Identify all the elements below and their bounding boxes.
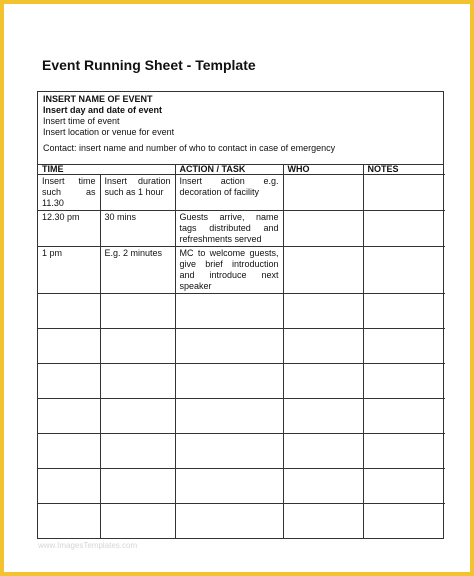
action-cell[interactable] xyxy=(175,434,283,469)
time-cell[interactable] xyxy=(38,504,100,539)
who-cell[interactable] xyxy=(283,364,363,399)
document-title: Event Running Sheet - Template xyxy=(42,57,256,73)
duration-cell[interactable] xyxy=(100,329,175,364)
time-cell[interactable] xyxy=(38,469,100,504)
event-date-field: Insert day and date of event xyxy=(43,105,163,115)
event-details-block xyxy=(38,92,443,165)
action-cell[interactable] xyxy=(175,364,283,399)
who-cell[interactable] xyxy=(283,175,363,211)
action-cell[interactable]: MC to welcome guests, give brief introduction and introduce next speaker xyxy=(175,247,283,294)
column-header-time: TIME xyxy=(38,165,175,175)
action-cell[interactable]: Guests arrive, name tags distributed and refreshments served xyxy=(175,211,283,247)
document-page xyxy=(4,4,470,572)
time-cell[interactable]: 1 pm xyxy=(38,247,100,294)
table-header-row xyxy=(38,165,445,175)
duration-cell[interactable] xyxy=(100,364,175,399)
table-row xyxy=(38,175,445,211)
action-cell[interactable] xyxy=(175,504,283,539)
who-cell[interactable] xyxy=(283,504,363,539)
who-cell[interactable] xyxy=(283,294,363,329)
notes-cell[interactable] xyxy=(363,469,445,504)
duration-cell[interactable] xyxy=(100,399,175,434)
event-time-field: Insert time of event xyxy=(43,116,120,126)
empty-table-row xyxy=(38,399,445,434)
who-cell[interactable] xyxy=(283,469,363,504)
notes-cell[interactable] xyxy=(363,211,445,247)
empty-table-row xyxy=(38,469,445,504)
empty-table-row xyxy=(38,294,445,329)
notes-cell[interactable] xyxy=(363,329,445,364)
time-cell[interactable] xyxy=(38,364,100,399)
who-cell[interactable] xyxy=(283,247,363,294)
notes-cell[interactable] xyxy=(363,364,445,399)
duration-cell[interactable]: E.g. 2 minutes xyxy=(100,247,175,294)
column-header-action: ACTION / TASK xyxy=(175,165,283,175)
table-row xyxy=(38,247,445,294)
notes-cell[interactable] xyxy=(363,399,445,434)
duration-cell[interactable] xyxy=(100,504,175,539)
watermark-text: www.ImagesTemplates.com xyxy=(38,541,138,550)
duration-cell[interactable] xyxy=(100,434,175,469)
empty-table-row xyxy=(38,504,445,539)
table-row xyxy=(38,211,445,247)
duration-cell[interactable]: Insert duration such as 1 hour xyxy=(100,175,175,211)
empty-table-row xyxy=(38,434,445,469)
empty-table-row xyxy=(38,329,445,364)
event-name-field: INSERT NAME OF EVENT xyxy=(43,94,153,104)
empty-table-row xyxy=(38,364,445,399)
column-header-who: WHO xyxy=(283,165,363,175)
duration-cell[interactable] xyxy=(100,294,175,329)
who-cell[interactable] xyxy=(283,329,363,364)
action-cell[interactable] xyxy=(175,469,283,504)
time-cell[interactable]: Insert time such as 11.30 xyxy=(38,175,100,211)
event-contact-field: Contact: insert name and number of who to contact in case of emergency xyxy=(43,143,336,153)
duration-cell[interactable]: 30 mins xyxy=(100,211,175,247)
who-cell[interactable] xyxy=(283,211,363,247)
notes-cell[interactable] xyxy=(363,504,445,539)
notes-cell[interactable] xyxy=(363,294,445,329)
action-cell[interactable] xyxy=(175,329,283,364)
who-cell[interactable] xyxy=(283,399,363,434)
schedule-table xyxy=(38,165,445,538)
event-location-field: Insert location or venue for event xyxy=(43,127,175,137)
action-cell[interactable] xyxy=(175,399,283,434)
time-cell[interactable] xyxy=(38,294,100,329)
time-cell[interactable] xyxy=(38,329,100,364)
duration-cell[interactable] xyxy=(100,469,175,504)
who-cell[interactable] xyxy=(283,434,363,469)
running-sheet-table xyxy=(37,91,444,539)
time-cell[interactable] xyxy=(38,399,100,434)
column-header-notes: NOTES xyxy=(363,165,445,175)
notes-cell[interactable] xyxy=(363,175,445,211)
notes-cell[interactable] xyxy=(363,247,445,294)
notes-cell[interactable] xyxy=(363,434,445,469)
time-cell[interactable]: 12.30 pm xyxy=(38,211,100,247)
time-cell[interactable] xyxy=(38,434,100,469)
action-cell[interactable] xyxy=(175,294,283,329)
action-cell[interactable]: Insert action e.g. decoration of facility xyxy=(175,175,283,211)
